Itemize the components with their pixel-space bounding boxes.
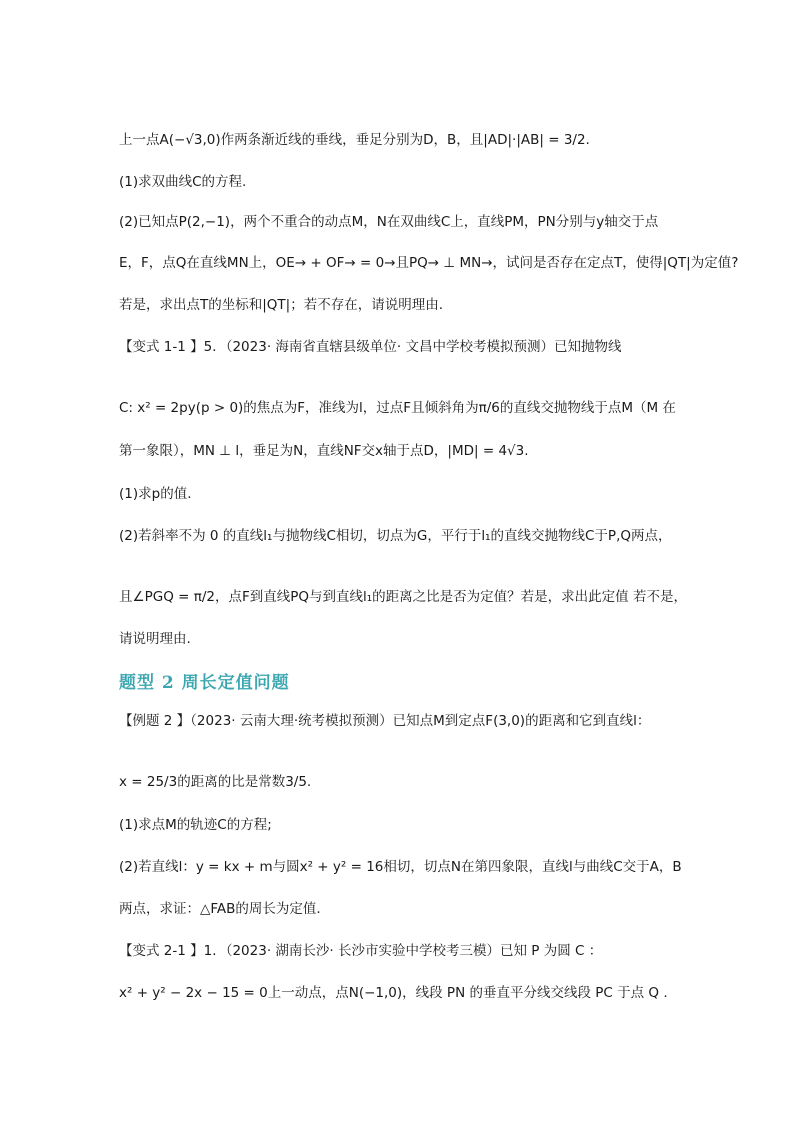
text-line: 上一点A(−√3,0)作两条渐近线的垂线，垂足分别为D，B，且|AD|·|AB| = 3/2. xyxy=(119,132,590,148)
text-line: 且∠PGQ = π/2，点F到直线PQ与到直线l₁的距离之比是否为定值？若是，求出此定值 若不是， xyxy=(119,589,687,605)
text-line: C: x² = 2py(p > 0)的焦点为F，准线为l，过点F且倾斜角为π/6的直线交抛物线于点M（M 在 xyxy=(119,400,676,416)
text-line: 【变式 1-1 】5．（2023· 海南省直辖县级单位· 文昌中学校考模拟预测）已知抛物线 xyxy=(119,339,622,355)
text-line: 第一象限），MN ⊥ l，垂足为N，直线NF交x轴于点D，|MD| = 4√3. xyxy=(119,443,529,459)
text-line: 若是，求出点T的坐标和|QT|；若不存在，请说明理由. xyxy=(119,297,444,313)
text-line: 【变式 2-1 】1．（2023· 湖南长沙· 长沙市实验中学校考三模）已知 P 为圆 C ： xyxy=(119,943,603,959)
text-line: x = 25/3的距离的比是常数3/5. xyxy=(119,774,312,790)
text-line: E，F，点Q在直线MN上，OE→ + OF→ = 0→且PQ→ ⊥ MN→，试问是否存在定点T，使得|QT|为定值? xyxy=(119,255,739,271)
text-line: (2)已知点P(2,−1)，两个不重合的动点M，N在双曲线C上，直线PM，PN分别与y轴交于点 xyxy=(119,214,659,230)
section-heading: 题型 2 周长定值问题 xyxy=(119,673,290,693)
text-line: 两点，求证：△FAB的周长为定值. xyxy=(119,901,321,917)
text-line: 请说明理由. xyxy=(119,631,191,647)
text-line: (2)若直线l：y = kx + m与圆x² + y² = 16相切，切点N在第四象限，直线l与曲线C交于A，B xyxy=(119,859,682,875)
text-line: 【例题 2 】（2023· 云南大理·统考模拟预测）已知点M到定点F(3,0)的距离和它到直线l： xyxy=(119,713,651,729)
text-line: (1)求双曲线C的方程. xyxy=(119,174,247,190)
text-line: (2)若斜率不为 0 的直线l₁与抛物线C相切，切点为G，平行于l₁的直线交抛物线C于P,Q两点， xyxy=(119,528,672,544)
text-line: (1)求点M的轨迹C的方程; xyxy=(119,817,272,833)
text-line: x² + y² − 2x − 15 = 0上一动点，点N(−1,0)，线段 PN 的垂直平分线交线段 PC 于点 Q . xyxy=(119,985,668,1001)
text-line: (1)求p的值. xyxy=(119,486,192,502)
